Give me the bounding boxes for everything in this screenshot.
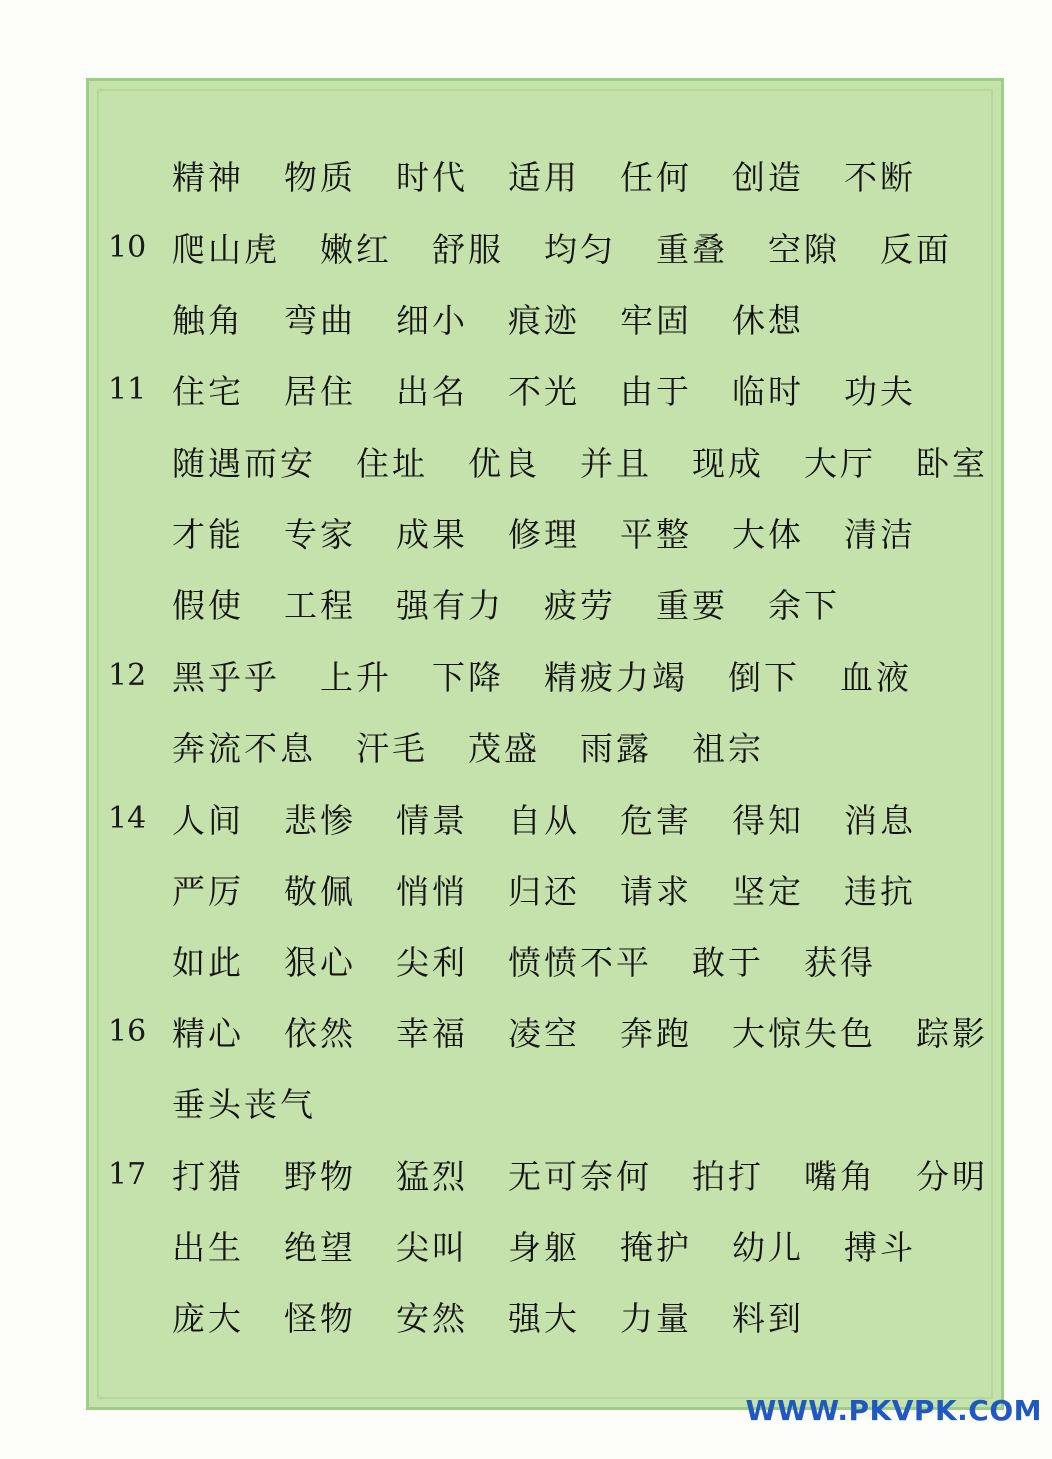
vocab-word: 情景: [396, 800, 468, 840]
word-group: [172, 509, 972, 556]
lesson-number: 10: [108, 229, 147, 265]
vocab-word: 才能: [172, 514, 244, 554]
vocab-row: [0, 853, 1052, 925]
vocab-word: 大体: [732, 514, 804, 554]
word-group: [172, 580, 972, 627]
vocab-word: 拍打: [692, 1156, 764, 1196]
vocab-word: 任何: [620, 157, 692, 197]
vocab-word: 敬佩: [284, 871, 356, 911]
vocab-row: [0, 924, 1052, 996]
vocab-word: 汗毛: [356, 728, 428, 768]
vocab-row: [0, 496, 1052, 568]
vocab-word: 请求: [620, 871, 692, 911]
word-group: [172, 295, 972, 342]
vocab-word: 优良: [468, 443, 540, 483]
vocab-word: 人间: [172, 800, 244, 840]
word-group: [172, 1079, 972, 1126]
vocab-word: 掩护: [620, 1227, 692, 1267]
vocab-word: 反面: [880, 229, 952, 269]
word-group: [172, 866, 972, 913]
vocab-word: 空隙: [768, 229, 840, 269]
vocab-word: 嘴角: [804, 1156, 876, 1196]
vocab-word: 愤愤不平: [508, 942, 652, 982]
watermark-text: WWW.PKVPK.COM: [745, 1394, 1042, 1427]
vocab-word: 重要: [656, 585, 728, 625]
vocab-row: [0, 995, 1052, 1067]
vocab-word: 成果: [396, 514, 468, 554]
vocab-row: [0, 639, 1052, 711]
vocab-word: 强有力: [396, 585, 504, 625]
vocab-row: [0, 710, 1052, 782]
vocab-word: 自从: [508, 800, 580, 840]
vocab-word: 打猎: [172, 1156, 244, 1196]
vocab-row: [0, 1209, 1052, 1281]
word-group: [172, 438, 988, 485]
vocab-word: 现成: [692, 443, 764, 483]
vocab-word: 依然: [284, 1013, 356, 1053]
vocab-word: 消息: [844, 800, 916, 840]
vocab-word: 细小: [396, 300, 468, 340]
vocab-row: [0, 282, 1052, 354]
vocab-word: 适用: [508, 157, 580, 197]
vocab-word: 住址: [356, 443, 428, 483]
vocab-word: 由于: [620, 371, 692, 411]
vocab-word: 大厅: [804, 443, 876, 483]
word-group: [172, 723, 972, 770]
vocab-word: 牢固: [620, 300, 692, 340]
vocab-word: 专家: [284, 514, 356, 554]
vocab-word: 居住: [284, 371, 356, 411]
vocab-word: 幼儿: [732, 1227, 804, 1267]
vocab-word: 上升: [320, 657, 392, 697]
vocab-word: 奔跑: [620, 1013, 692, 1053]
vocab-word: 黑乎乎: [172, 657, 280, 697]
vocab-word: 绝望: [284, 1227, 356, 1267]
vocab-word: 尖叫: [396, 1227, 468, 1267]
vocab-word: 凌空: [508, 1013, 580, 1053]
word-group: [172, 1008, 988, 1055]
lesson-number: 17: [108, 1156, 147, 1192]
vocab-word: 雨露: [580, 728, 652, 768]
vocab-word: 均匀: [544, 229, 616, 269]
word-group: [172, 1151, 988, 1198]
vocab-word: 卧室: [916, 443, 988, 483]
vocab-word: 触角: [172, 300, 244, 340]
vocab-word: 奔流不息: [172, 728, 316, 768]
vocab-word: 出生: [172, 1227, 244, 1267]
word-group: [172, 937, 972, 984]
vocab-word: 强大: [508, 1298, 580, 1338]
vocab-word: 清洁: [844, 514, 916, 554]
vocab-word: 祖宗: [692, 728, 764, 768]
vocab-word: 茂盛: [468, 728, 540, 768]
vocab-word: 余下: [768, 585, 840, 625]
vocab-word: 血液: [840, 657, 912, 697]
vocab-word: 精心: [172, 1013, 244, 1053]
vocab-word: 无可奈何: [508, 1156, 652, 1196]
lesson-number: 16: [108, 1013, 147, 1049]
vocab-word: 严厉: [172, 871, 244, 911]
vocab-word: 力量: [620, 1298, 692, 1338]
vocab-word: 敢于: [692, 942, 764, 982]
word-group: [172, 224, 972, 271]
vocab-word: 下降: [432, 657, 504, 697]
vocab-word: 不光: [508, 371, 580, 411]
lesson-number: 14: [108, 800, 147, 836]
vocab-word: 物质: [284, 157, 356, 197]
vocab-word: 假使: [172, 585, 244, 625]
vocab-word: 痕迹: [508, 300, 580, 340]
vocab-word: 狠心: [284, 942, 356, 982]
vocab-word: 身躯: [508, 1227, 580, 1267]
vocab-word: 违抗: [844, 871, 916, 911]
vocab-word: 随遇而安: [172, 443, 316, 483]
vocab-word: 料到: [732, 1298, 804, 1338]
vocab-word: 时代: [396, 157, 468, 197]
lesson-number: 11: [108, 371, 147, 407]
vocab-row: [0, 425, 1052, 497]
vocab-row: [0, 782, 1052, 854]
vocab-word: 舒服: [432, 229, 504, 269]
word-group: [172, 1293, 972, 1340]
vocab-row: [0, 211, 1052, 283]
vocab-word: 猛烈: [396, 1156, 468, 1196]
vocab-word: 安然: [396, 1298, 468, 1338]
vocab-word: 归还: [508, 871, 580, 911]
vocab-word: 休想: [732, 300, 804, 340]
vocab-word: 庞大: [172, 1298, 244, 1338]
vocab-word: 悲惨: [284, 800, 356, 840]
vocab-word: 获得: [804, 942, 876, 982]
vocab-word: 得知: [732, 800, 804, 840]
vocab-word: 住宅: [172, 371, 244, 411]
lesson-number: 12: [108, 657, 147, 693]
vocab-word: 修理: [508, 514, 580, 554]
word-group: [172, 795, 972, 842]
vocab-row: [0, 139, 1052, 211]
vocab-row: [0, 1280, 1052, 1352]
vocab-word: 精神: [172, 157, 244, 197]
vocab-row: [0, 1066, 1052, 1138]
vocab-word: 危害: [620, 800, 692, 840]
vocab-word: 踪影: [916, 1013, 988, 1053]
vocab-word: 幸福: [396, 1013, 468, 1053]
vocab-word: 嫩红: [320, 229, 392, 269]
vocab-word: 不断: [844, 157, 916, 197]
vocab-word: 尖利: [396, 942, 468, 982]
vocab-word: 野物: [284, 1156, 356, 1196]
vocab-word: 爬山虎: [172, 229, 280, 269]
vocab-word: 弯曲: [284, 300, 356, 340]
vocab-word: 倒下: [728, 657, 800, 697]
vocab-word: 精疲力竭: [544, 657, 688, 697]
vocab-word: 悄悄: [396, 871, 468, 911]
vocab-word: 并且: [580, 443, 652, 483]
word-group: [172, 152, 972, 199]
vocab-word: 怪物: [284, 1298, 356, 1338]
vocab-row: [0, 353, 1052, 425]
vocab-word: 临时: [732, 371, 804, 411]
vocab-row: [0, 1138, 1052, 1210]
vocab-word: 平整: [620, 514, 692, 554]
vocab-row: [0, 567, 1052, 639]
vocab-word: 如此: [172, 942, 244, 982]
vocab-word: 分明: [916, 1156, 988, 1196]
vocab-word: 搏斗: [844, 1227, 916, 1267]
vocab-word: 坚定: [732, 871, 804, 911]
vocab-word: 大惊失色: [732, 1013, 876, 1053]
vocab-word: 重叠: [656, 229, 728, 269]
vocab-word: 疲劳: [544, 585, 616, 625]
vocab-word: 创造: [732, 157, 804, 197]
word-group: [172, 1222, 972, 1269]
vocab-word: 功夫: [844, 371, 916, 411]
vocab-word: 垂头丧气: [172, 1084, 316, 1124]
word-group: [172, 366, 972, 413]
word-group: [172, 652, 972, 699]
vocab-word: 工程: [284, 585, 356, 625]
vocab-word: 出名: [396, 371, 468, 411]
